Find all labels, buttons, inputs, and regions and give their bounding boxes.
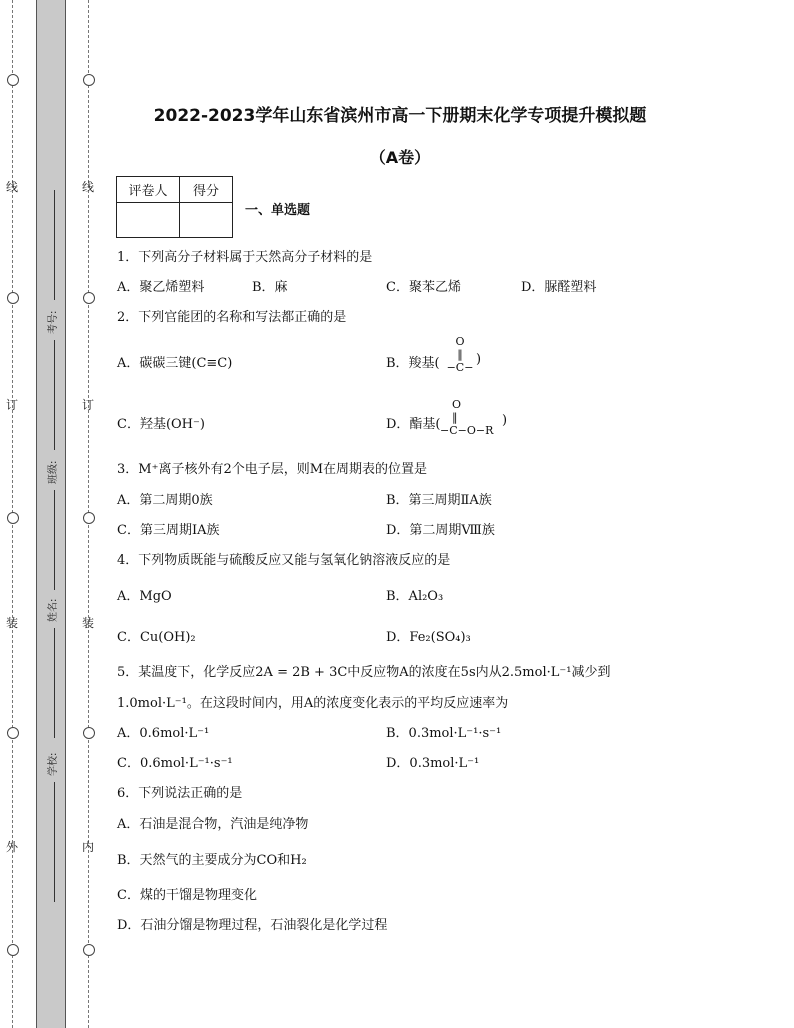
name-label: 姓名: <box>48 598 59 622</box>
binding-hole <box>7 727 19 739</box>
outer-label-zhuang: 装 <box>5 616 18 630</box>
ester-close-paren: ) <box>502 413 508 428</box>
binding-hole <box>83 944 95 956</box>
q6-option-c: C．煤的干馏是物理变化 <box>117 888 257 903</box>
ester-double-bond: ‖ <box>452 411 458 424</box>
q4-option-a: A．MgO <box>117 589 172 604</box>
question-4-stem: 4．下列物质既能与硫酸反应又能与氢氧化钠溶液反应的是 <box>117 553 451 568</box>
question-5-stem-cont: 1.0mol·L⁻¹。在这段时间内，用A的浓度变化表示的平均反应速率为 <box>117 696 509 711</box>
q6-option-b: B．天然气的主要成分为CO和H₂ <box>117 853 307 868</box>
field-underline <box>54 628 55 738</box>
binding-hole <box>83 727 95 739</box>
field-underline <box>54 190 55 300</box>
grader-cell[interactable] <box>117 203 180 238</box>
grader-label: 评卷人 <box>117 177 180 203</box>
score-cell[interactable] <box>180 203 233 238</box>
q1-option-a: A．聚乙烯塑料 <box>117 280 205 295</box>
school-label: 学校: <box>48 752 59 776</box>
binding-hole <box>7 944 19 956</box>
section-title: 一、单选题 <box>245 203 311 218</box>
class-label: 班级: <box>48 460 59 484</box>
carboxyl-c: −C− <box>446 361 474 374</box>
outer-label-wai: 外 <box>5 840 18 854</box>
field-underline <box>54 340 55 450</box>
field-underline <box>54 490 55 590</box>
binding-hole <box>7 512 19 524</box>
inner-label-zhuang: 装 <box>81 616 94 630</box>
question-1-stem: 1．下列高分子材料属于天然高分子材料的是 <box>117 250 373 265</box>
q6-option-d: D．石油分馏是物理过程，石油裂化是化学过程 <box>117 918 388 933</box>
question-5-stem: 5．某温度下，化学反应2A = 2B + 3C中反应物A的浓度在5s内从2.5mol·L⁻¹减少到 <box>117 665 611 680</box>
q2-option-d: D．酯基( <box>386 417 441 432</box>
q3-option-c: C．第三周期ⅠA族 <box>117 523 220 538</box>
binding-hole <box>83 512 95 524</box>
q4-option-d: D．Fe₂(SO₄)₃ <box>386 630 471 645</box>
carboxyl-structure <box>440 335 480 374</box>
question-2-stem: 2．下列官能团的名称和写法都正确的是 <box>117 310 347 325</box>
q1-option-c: C．聚苯乙烯 <box>386 280 461 295</box>
q1-option-d: D．脲醛塑料 <box>521 280 597 295</box>
binding-hole <box>7 74 19 86</box>
outer-label-xian: 线 <box>5 180 18 194</box>
carboxyl-o: O <box>455 335 465 348</box>
field-underline <box>54 782 55 902</box>
binding-hole <box>83 292 95 304</box>
q3-option-b: B．第三周期ⅡA族 <box>386 493 492 508</box>
q2-option-c: C．羟基(OH⁻) <box>117 417 205 432</box>
binding-band <box>36 0 66 1028</box>
q5-option-a: A．0.6mol·L⁻¹ <box>117 726 210 741</box>
q2-option-b: B．羧基( <box>386 356 440 371</box>
q3-option-d: D．第二周期Ⅷ族 <box>386 523 495 538</box>
q2-option-a: A．碳碳三键(C≡C) <box>117 356 233 371</box>
binding-hole <box>7 292 19 304</box>
carboxyl-close-paren: ) <box>476 352 482 367</box>
score-label: 得分 <box>180 177 233 203</box>
outer-label-ding: 订 <box>5 398 18 412</box>
q1-option-b: B．麻 <box>252 280 288 295</box>
grader-table <box>116 176 233 238</box>
q4-option-c: C．Cu(OH)₂ <box>117 630 196 645</box>
exam-number-label: 考号: <box>48 310 59 334</box>
q5-option-b: B．0.3mol·L⁻¹·s⁻¹ <box>386 726 502 741</box>
q5-option-c: C．0.6mol·L⁻¹·s⁻¹ <box>117 756 233 771</box>
inner-label-xian: 线 <box>81 180 94 194</box>
q3-option-a: A．第二周期0族 <box>117 493 213 508</box>
q4-option-b: B．Al₂O₃ <box>386 589 444 604</box>
page-title: 2022-2023学年山东省滨州市高一下册期末化学专项提升模拟题 <box>153 106 647 126</box>
ester-structure <box>440 398 502 437</box>
carboxyl-double-bond: ‖ <box>457 348 463 361</box>
question-3-stem: 3．M⁺离子核外有2个电子层，则M在周期表的位置是 <box>117 462 428 477</box>
q5-option-d: D．0.3mol·L⁻¹ <box>386 756 480 771</box>
q6-option-a: A．石油是混合物，汽油是纯净物 <box>117 817 309 832</box>
question-6-stem: 6．下列说法正确的是 <box>117 786 243 801</box>
ester-chain: −C−O−R <box>440 424 494 437</box>
binding-hole <box>83 74 95 86</box>
page-subtitle: （A卷） <box>369 148 431 167</box>
inner-label-ding: 订 <box>81 398 94 412</box>
ester-o: O <box>452 398 462 411</box>
inner-label-nei: 内 <box>81 840 94 854</box>
